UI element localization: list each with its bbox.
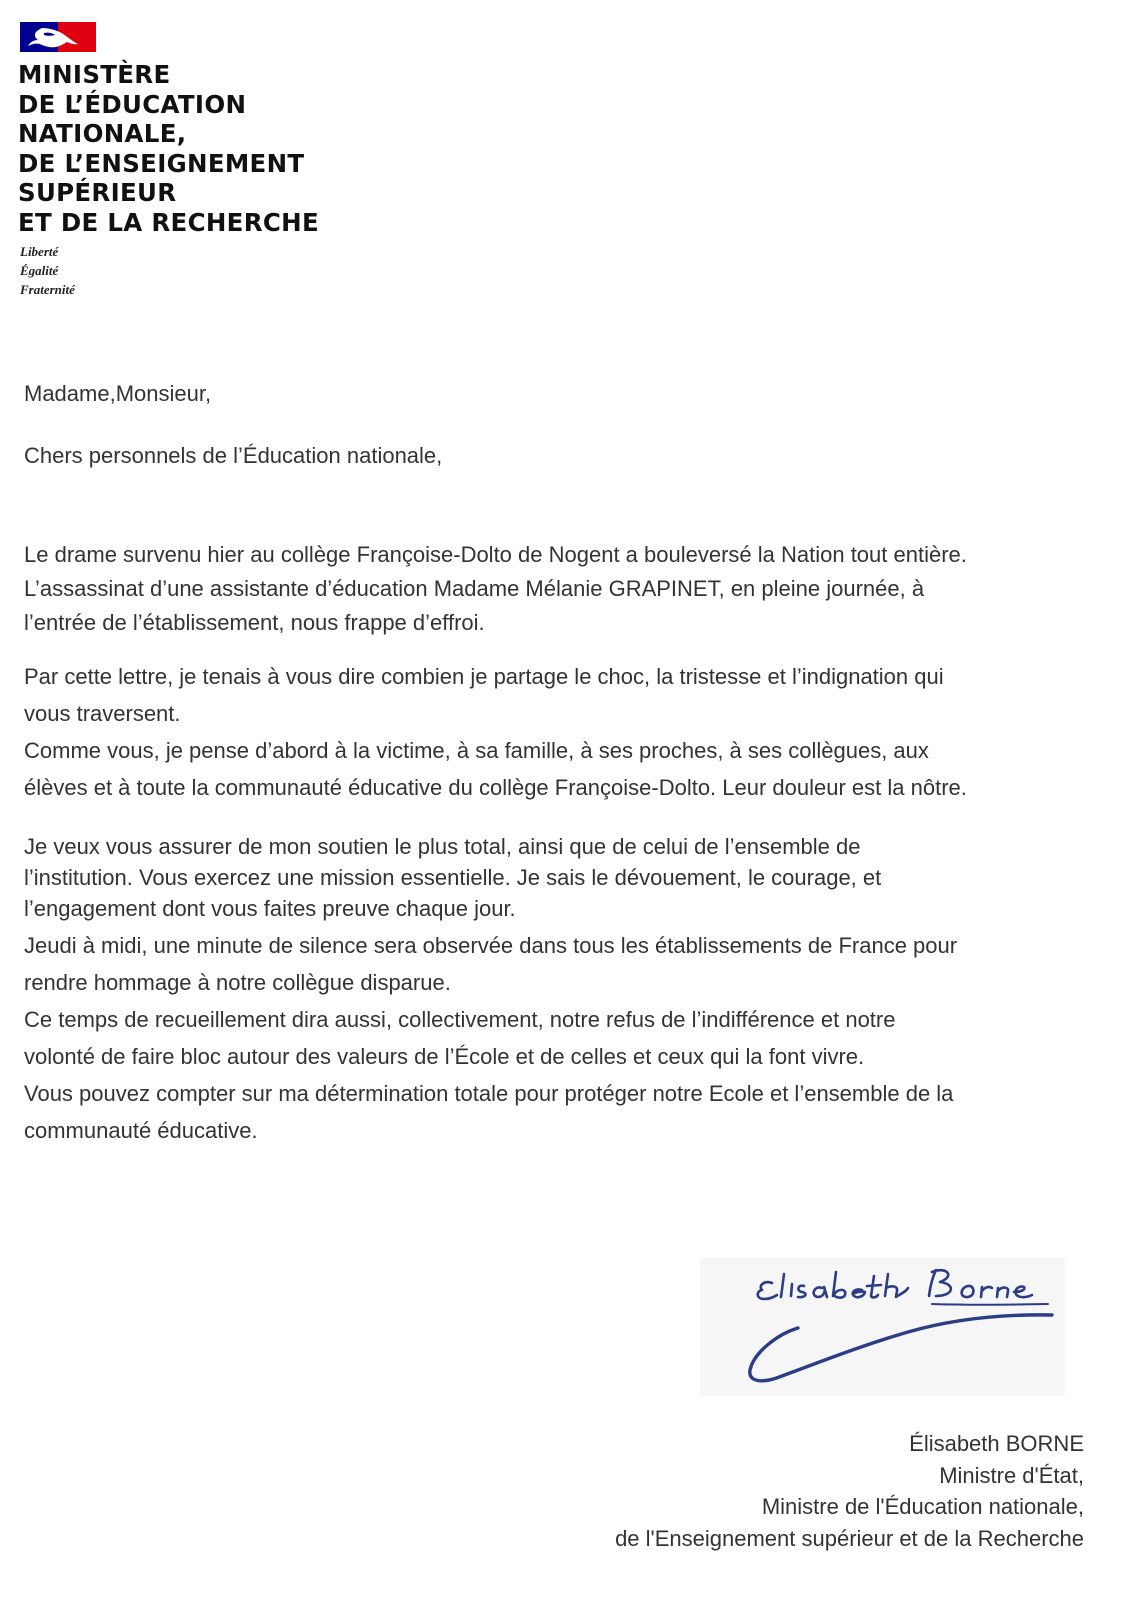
handwritten-signature [700, 1258, 1065, 1396]
paragraph-line: Par cette lettre, je tenais à vous dire combien je partage le choc, la tristesse et l’indignation qui [24, 664, 944, 689]
paragraph-line: Le drame survenu hier au collège Françoise-Dolto de Nogent a bouleversé la Nation tout entière. [24, 542, 967, 567]
motto-egalite: Égalité [20, 263, 59, 278]
paragraph-line: rendre hommage à notre collègue disparue. [24, 970, 451, 995]
ministry-name-line: ET DE LA RECHERCHE [18, 207, 319, 237]
paragraph-line: élèves et à toute la communauté éducative du collège Françoise-Dolto. Leur douleur est la nôtre. [24, 775, 967, 800]
paragraph-line: L’assassinat d’une assistante d’éducation Madame Mélanie GRAPINET, en pleine journée, à [24, 576, 925, 601]
letter-paragraph-2 [24, 658, 1084, 806]
paragraph-line: Comme vous, je pense d’abord à la victime, à sa famille, à ses proches, à ses collègues, aux [24, 738, 929, 763]
letter-paragraph-1 [24, 538, 1084, 640]
salutation-line-2: Chers personnels de l’Éducation nationale, [24, 443, 443, 468]
paragraph-line: l’institution. Vous exercez une mission essentielle. Je sais le dévouement, le courage, et [24, 865, 882, 890]
signatory-title: Ministre de l'Éducation nationale, [761, 1494, 1084, 1519]
paragraph-line: Je veux vous assurer de mon soutien le plus total, ainsi que de celui de l’ensemble de [24, 834, 861, 859]
republic-motto [20, 242, 75, 299]
letter-paragraph-4 [24, 927, 1084, 1149]
letter-paragraph-3 [24, 831, 1084, 924]
signatory-title: de l'Enseignement supérieur et de la Recherche [615, 1525, 1084, 1551]
ministry-name-line: MINISTÈRE [18, 60, 171, 89]
marianne-emblem-icon [20, 22, 96, 52]
ministry-name-line: SUPÉRIEUR [18, 178, 177, 207]
ministry-name [18, 60, 378, 237]
paragraph-line: l’engagement dont vous faites preuve chaque jour. [24, 896, 516, 921]
paragraph-line: Vous pouvez compter sur ma détermination totale pour protéger notre Ecole et l’ensemble de la [24, 1081, 954, 1106]
paragraph-line: vous traversent. [24, 701, 181, 726]
paragraph-line: Ce temps de recueillement dira aussi, collectivement, notre refus de l’indifférence et notre [24, 1007, 896, 1032]
paragraph-line: l’entrée de l’établissement, nous frappe d’effroi. [24, 610, 485, 635]
motto-liberte: Liberté [20, 244, 59, 259]
ministry-name-line: NATIONALE, [18, 119, 187, 148]
paragraph-line: volonté de faire bloc autour des valeurs de l’École et de celles et ceux qui la font vivre. [24, 1044, 865, 1069]
paragraph-line: communauté éducative. [24, 1118, 258, 1143]
signatory-name: Élisabeth BORNE [909, 1431, 1084, 1456]
salutation-line-1: Madame,Monsieur, [24, 381, 212, 406]
paragraph-line: Jeudi à midi, une minute de silence sera observée dans tous les établissements de France pour [24, 933, 958, 958]
ministry-name-line: DE L’ENSEIGNEMENT [18, 148, 305, 178]
signature-scribble [700, 1258, 1065, 1396]
signatory-title: Ministre d'État, [939, 1462, 1084, 1488]
ministry-name-line: DE L’ÉDUCATION [18, 89, 247, 119]
motto-fraternite: Fraternité [20, 282, 75, 297]
signature-block [615, 1428, 1084, 1554]
